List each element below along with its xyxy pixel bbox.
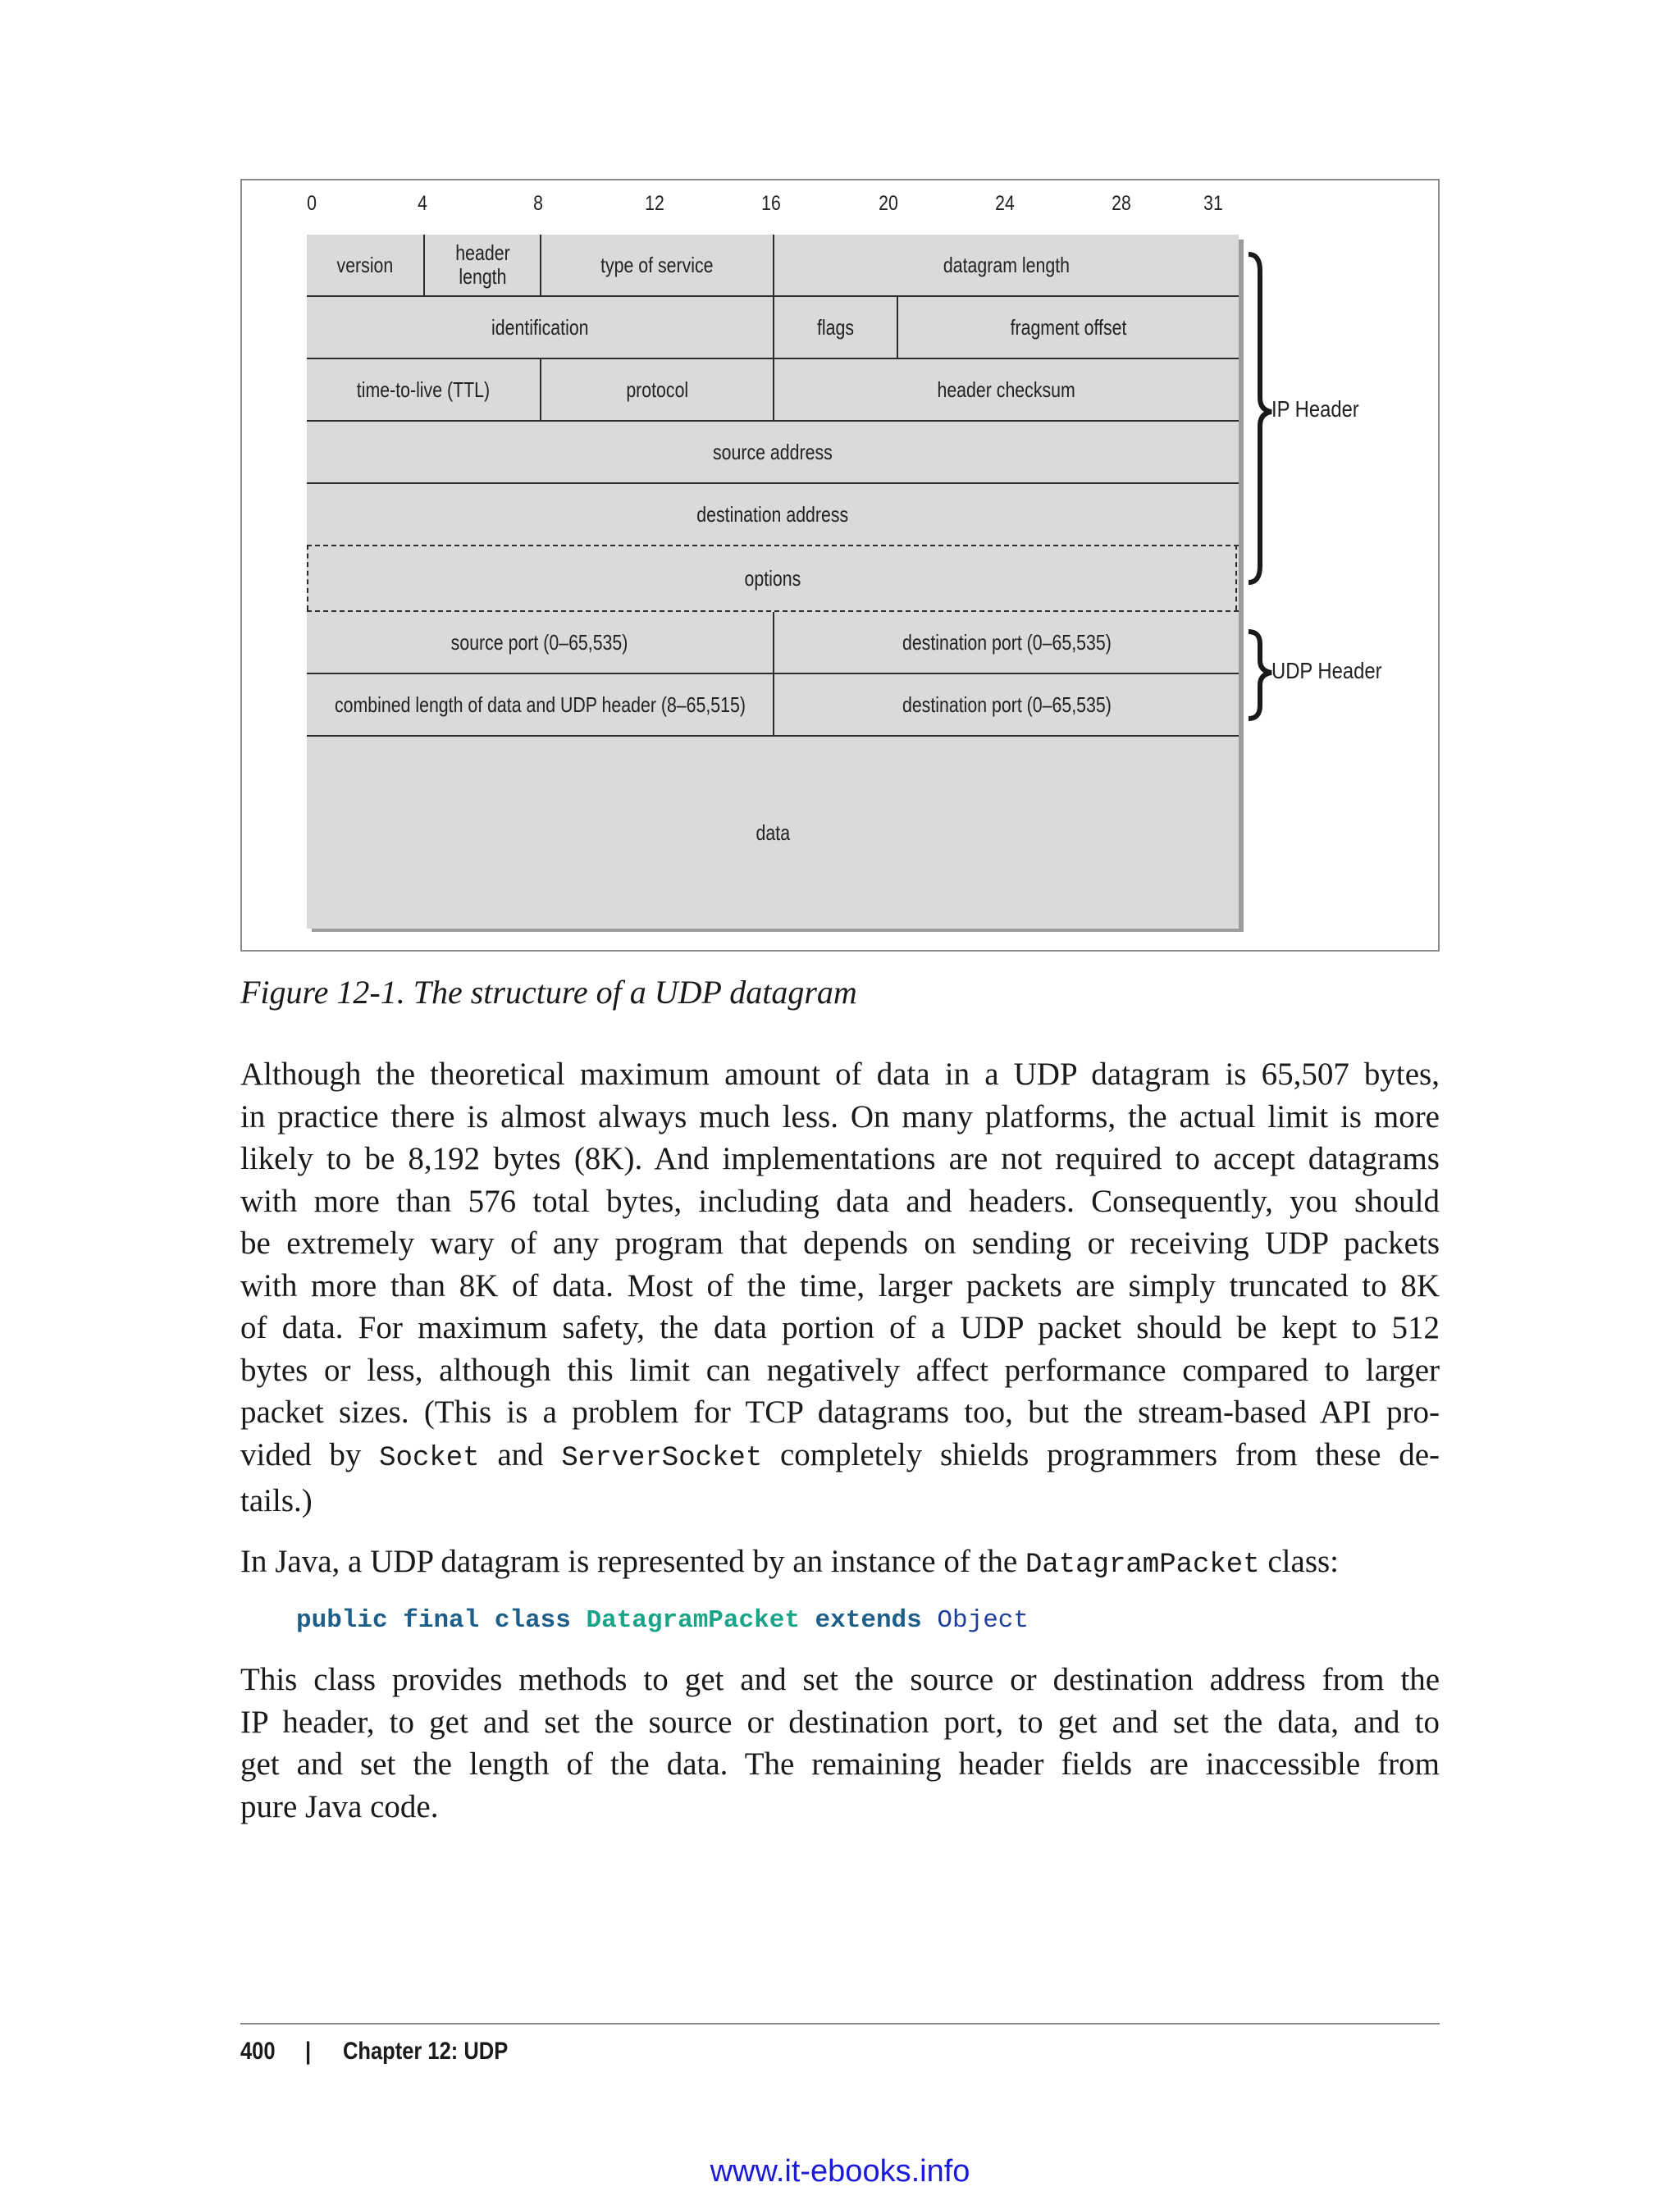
field-options: options [744, 565, 801, 591]
text-line: bytes or less, although this limit can negatively affect performance compared to larger [240, 1352, 1440, 1388]
paragraph-class-methods [240, 1659, 1440, 1828]
footer-rule [240, 2023, 1440, 2025]
text-line: In Java, a UDP datagram is represented by an instance of the DatagramPacket class: [240, 1544, 1340, 1581]
field-source-address: source address [713, 439, 833, 464]
bit-position: 4 [418, 192, 427, 215]
field-header-checksum: header checksum [937, 377, 1076, 402]
text-line: get and set the length of the data. The remaining header fields are inaccessible from [240, 1746, 1440, 1782]
bit-position: 24 [995, 192, 1015, 215]
text-line: pure Java code. [240, 1788, 439, 1824]
bit-position: 12 [645, 192, 664, 215]
field-combined-length: combined length of data and UDP header (8–65,515) [334, 692, 746, 717]
ip-header-brace [1249, 254, 1271, 582]
ip-header-label: IP Header [1271, 396, 1359, 422]
field-destination-port: destination port (0–65,535) [902, 692, 1112, 717]
page-number: 400 [240, 2038, 276, 2065]
field-datagram-length: datagram length [943, 252, 1071, 277]
field-destination-port: destination port (0–65,535) [902, 629, 1112, 655]
text-line: tails.) [240, 1483, 313, 1518]
text-line: likely to be 8,192 bytes (8K). And implementations are not required to accept datagrams [240, 1141, 1440, 1176]
bit-position: 20 [879, 192, 898, 215]
inline-code: Socket [379, 1442, 480, 1474]
watermark-link[interactable]: www.it-ebooks.info [710, 2154, 970, 2189]
field-type-of-service: type of service [600, 252, 714, 277]
field-protocol: protocol [626, 377, 688, 402]
field-fragment-offset: fragment offset [1010, 314, 1127, 340]
figure-caption: Figure 12-1. The structure of a UDP datagram [240, 974, 857, 1011]
udp-header-brace [1249, 632, 1271, 719]
footer-separator: | [305, 2038, 312, 2065]
field-header-length: header length [454, 240, 510, 289]
bit-position: 28 [1112, 192, 1131, 215]
bit-position: 16 [761, 192, 781, 215]
text-line: of data. For maximum safety, the data portion of a UDP packet should be kept to 512 [240, 1310, 1440, 1345]
field-ttl: time-to-live (TTL) [356, 377, 491, 402]
text-line: packet sizes. (This is a problem for TCP datagrams too, but the stream-based API pro- [240, 1395, 1440, 1430]
bit-position: 31 [1203, 192, 1223, 215]
paragraph-java-representation [240, 1541, 1440, 1587]
chapter-title: Chapter 12: UDP [343, 2038, 509, 2065]
field-source-port: source port (0–65,535) [451, 629, 628, 655]
bit-position: 8 [533, 192, 543, 215]
field-flags: flags [816, 314, 855, 340]
field-destination-address: destination address [696, 501, 849, 527]
text-line: IP header, to get and set the source or destination port, to get and set the data, and to [240, 1704, 1440, 1740]
field-data: data [756, 819, 790, 845]
code-block: public final class DatagramPacket extends Object [296, 1606, 1029, 1635]
inline-code: ServerSocket [561, 1442, 763, 1474]
paragraph-datagram-size [240, 1053, 1440, 1522]
field-identification: identification [491, 314, 589, 340]
text-line: be extremely wary of any program that depends on sending or receiving UDP packets [240, 1226, 1440, 1261]
datagram-diagram [307, 235, 1239, 929]
bit-position: 0 [307, 192, 317, 215]
inline-code: DatagramPacket [1025, 1550, 1260, 1581]
text-line: with more than 576 total bytes, including data and headers. Consequently, you should [240, 1183, 1440, 1219]
text-line: in practice there is almost always much less. On many platforms, the actual limit is more [240, 1098, 1440, 1134]
field-version: version [336, 252, 394, 277]
text-line: This class provides methods to get and set the source or destination address from the [240, 1662, 1440, 1697]
text-line: vided by Socket and ServerSocket completely shields programmers from these de- [240, 1436, 1440, 1474]
text-line: Although the theoretical maximum amount of data in a UDP datagram is 65,507 bytes, [240, 1057, 1440, 1092]
text-line: with more than 8K of data. Most of the time, larger packets are simply truncated to 8K [240, 1267, 1440, 1303]
udp-header-label: UDP Header [1271, 658, 1382, 683]
